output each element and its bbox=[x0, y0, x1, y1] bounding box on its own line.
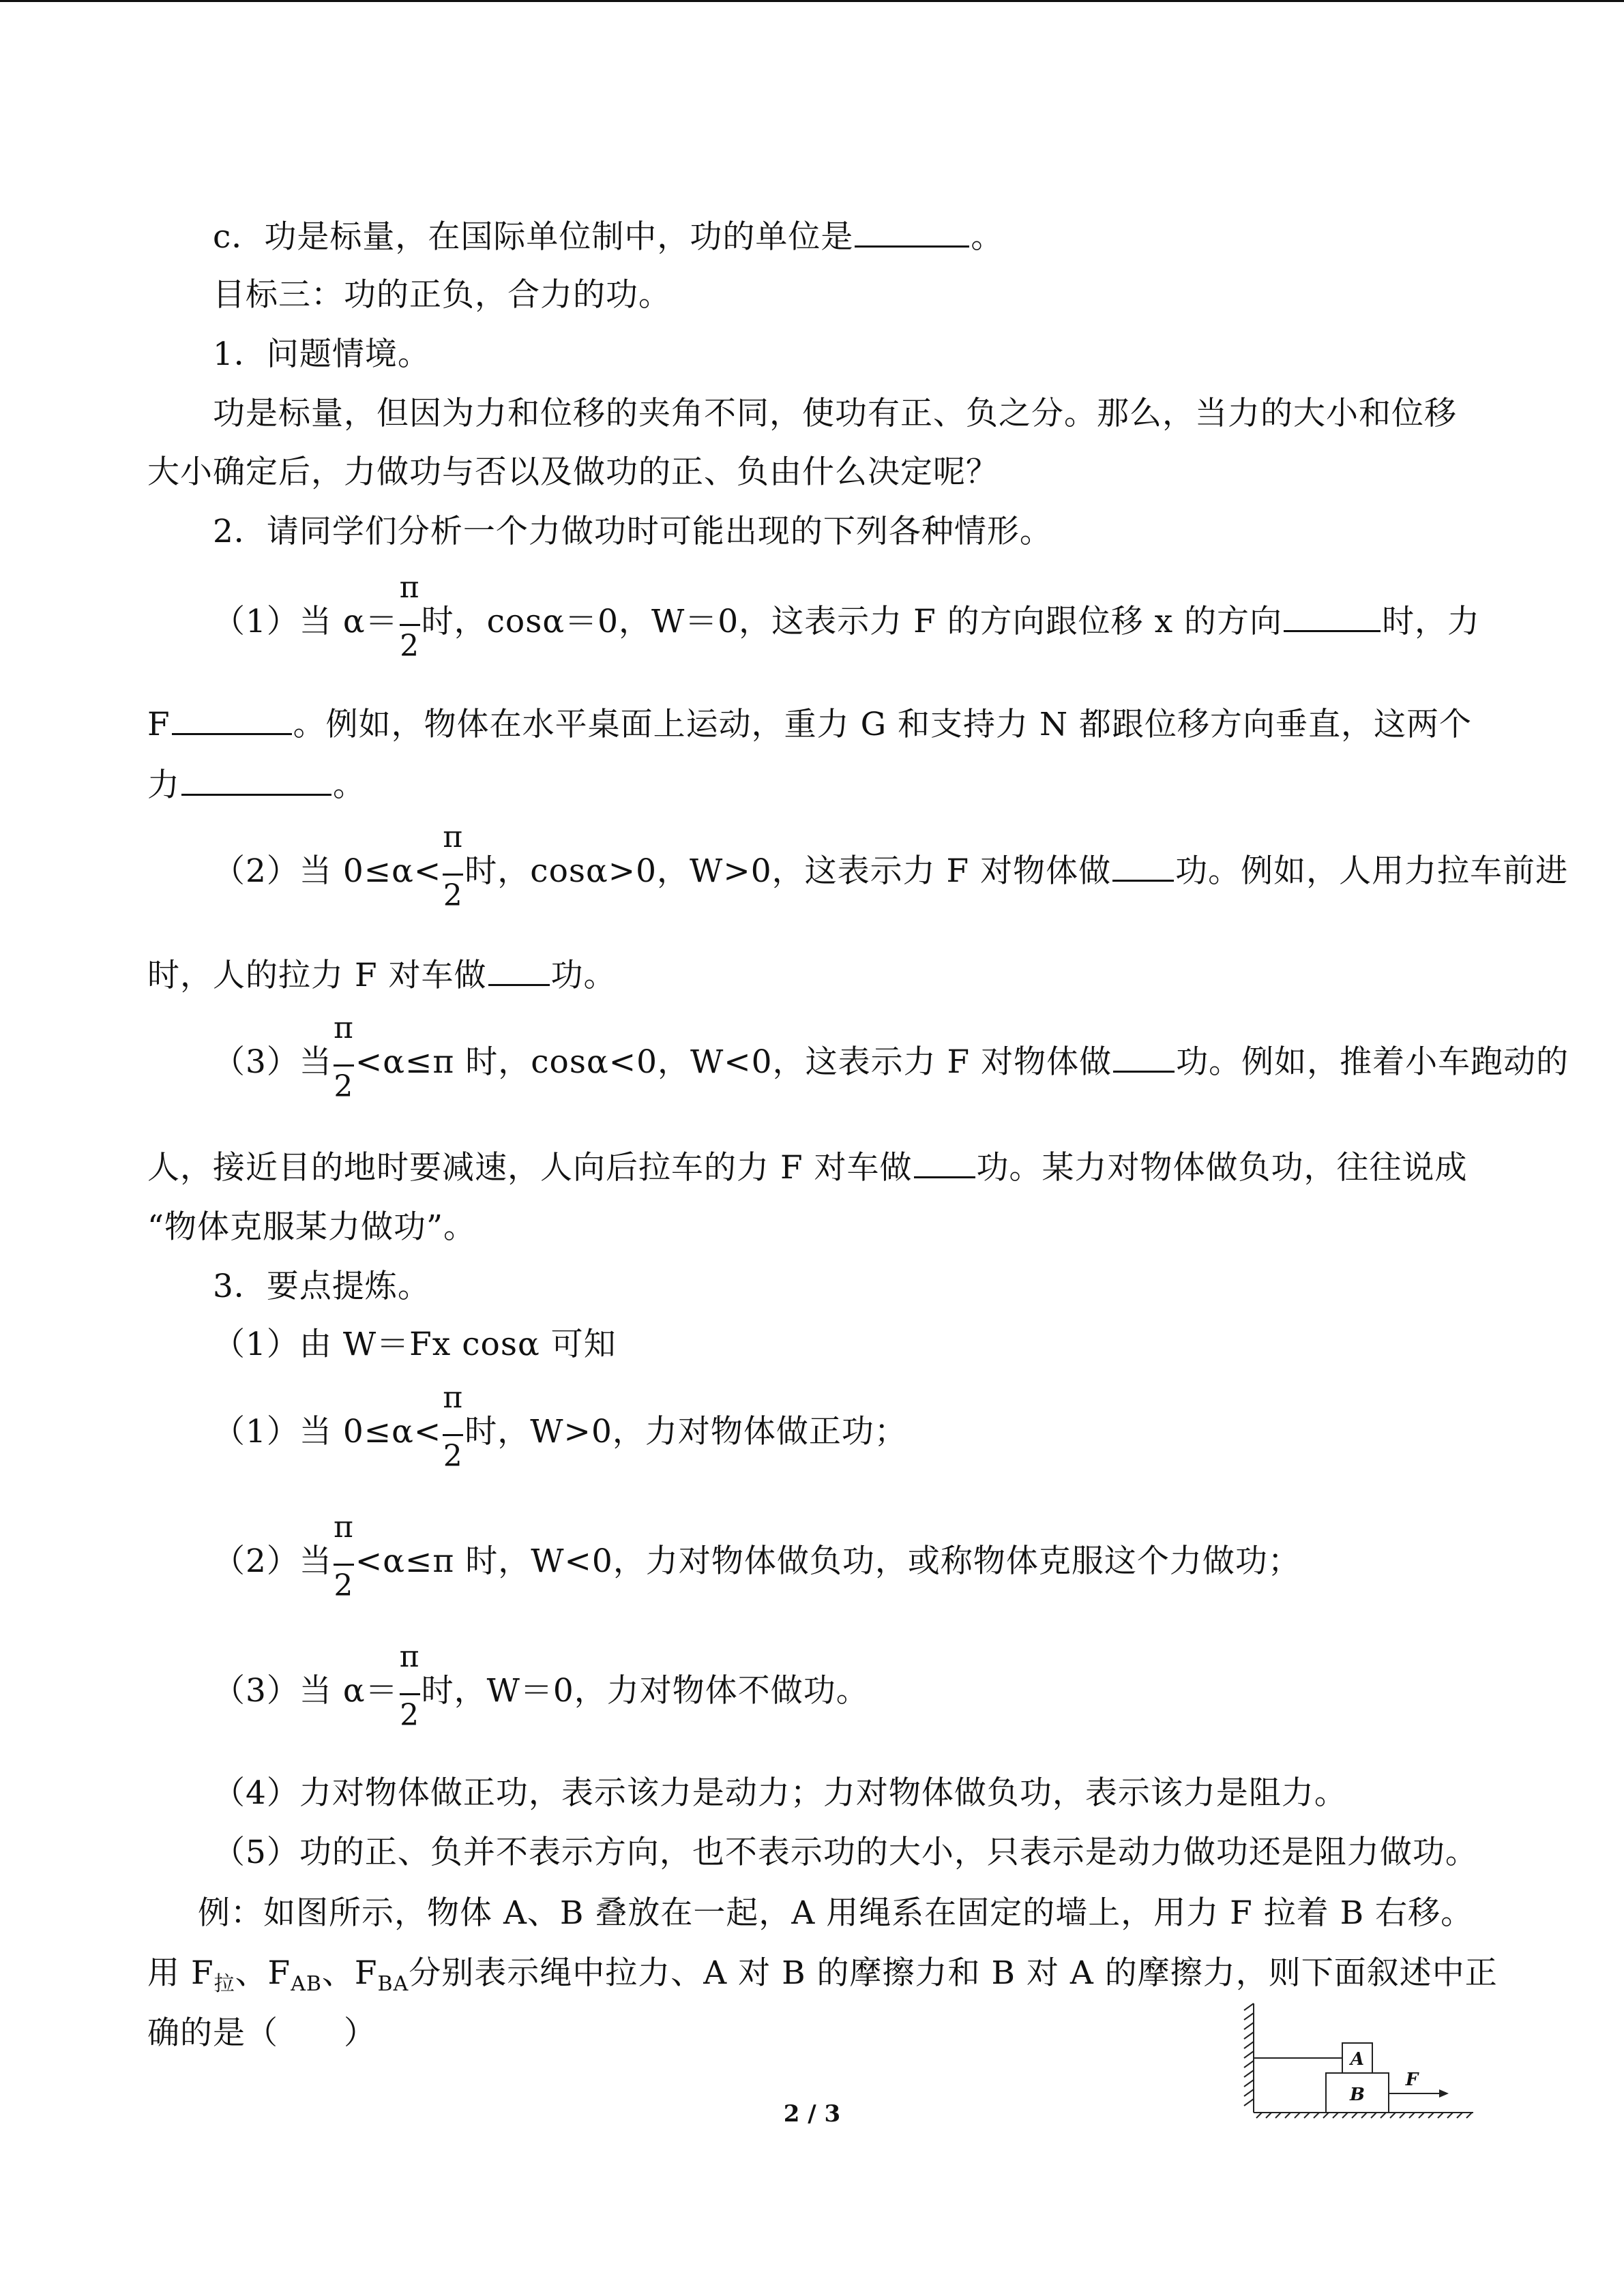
scenario-title: 1．问题情境。 bbox=[213, 336, 430, 373]
blank-negative bbox=[1113, 1043, 1175, 1073]
scenario-text-2: 大小确定后，力做功与否以及做功的正、负由什么决定呢？ bbox=[147, 453, 999, 491]
key-point-3: （3）当 α＝ $\frac{\pi}{2}$ 时，W＝0，力对物体不做功。 bbox=[213, 1639, 869, 1733]
fraction-pi-over-2: $\frac{\pi}{2}$ bbox=[333, 1510, 354, 1603]
blank-positive bbox=[1112, 852, 1174, 882]
fraction-pi-over-2: $\frac{\pi}{2}$ bbox=[333, 1011, 354, 1104]
analyze-title: 2．请同学们分析一个力做功时可能出现的下列各种情形。 bbox=[213, 513, 1052, 550]
goal-three-heading: 目标三：功的正负，合力的功。 bbox=[213, 276, 671, 314]
force-label: F bbox=[1405, 2070, 1419, 2090]
blank-perpendicular bbox=[1284, 603, 1381, 632]
key-points-title: 3．要点提炼。 bbox=[213, 1268, 430, 1305]
example-line-3: 确的是（ ） bbox=[147, 2014, 377, 2052]
case-3-line-1: （3）当 $\frac{\pi}{2}$ <α≤π 时，cosα<0，W<0，这表示力 F 对物体做 功。例如，推着小车跑动的 bbox=[213, 1011, 1569, 1104]
case-1-line-3: 力 。 bbox=[147, 766, 366, 804]
top-border bbox=[0, 0, 1624, 2]
scenario-text-1: 功是标量，但因为力和位移的夹角不同，使功有正、负之分。那么，当力的大小和位移 bbox=[213, 395, 1457, 432]
example-line-1: 例：如图所示，物体 A、B 叠放在一起，A 用绳系在固定的墙上，用力 F 拉着 B 右移。 bbox=[198, 1894, 1474, 1932]
key-point-5: （5）功的正、负并不表示方向，也不表示功的大小，只表示是动力做功还是阻力做功。 bbox=[213, 1834, 1478, 1871]
block-b-label: B bbox=[1350, 2085, 1365, 2105]
fraction-pi-over-2: $\frac{\pi}{2}$ bbox=[399, 570, 420, 664]
case-1-line-2: F 。例如，物体在水平桌面上运动，重力 G 和支持力 N 都跟位移方向垂直，这两个 bbox=[147, 706, 1473, 743]
blank-negative-2 bbox=[914, 1149, 975, 1178]
key-points-intro: （1）由 W＝Fx cosα 可知 bbox=[213, 1326, 617, 1363]
case-2-line-2: 时，人的拉力 F 对车做 功。 bbox=[147, 957, 617, 994]
block-a-label: A bbox=[1350, 2049, 1365, 2070]
case-2-line-1: （2）当 0≤α< $\frac{\pi}{2}$ 时，cosα>0，W>0，这表示力 F 对物体做 功。例如，人用力拉车前进 bbox=[213, 820, 1569, 913]
blank-no-work bbox=[172, 706, 292, 735]
example-line-2: 用 $F_拉$、$F_{AB}$、$F_{BA}$分别表示绳中拉力、A 对 B 的摩擦力和 B 对 A 的摩擦力，则下面叙述中正 bbox=[147, 1954, 1498, 1996]
fraction-pi-over-2: $\frac{\pi}{2}$ bbox=[443, 1380, 464, 1474]
case-3-line-3: “物体克服某力做功”。 bbox=[147, 1208, 477, 1246]
key-point-1: （1）当 0≤α< $\frac{\pi}{2}$ 时，W>0，力对物体做正功； bbox=[213, 1380, 907, 1474]
line-unit-of-work: c．功是标量，在国际单位制中，功的单位是 。 bbox=[213, 218, 1004, 256]
key-point-4: （4）力对物体做正功，表示该力是动力；力对物体做负功，表示该力是阻力。 bbox=[213, 1774, 1347, 1812]
fraction-pi-over-2: $\frac{\pi}{2}$ bbox=[399, 1639, 420, 1733]
wall bbox=[1244, 2003, 1254, 2113]
page-number: 2 / 3 bbox=[783, 2100, 841, 2128]
blank-two-forces bbox=[181, 766, 331, 796]
fraction-pi-over-2: $\frac{\pi}{2}$ bbox=[443, 820, 464, 913]
blank-positive-2 bbox=[488, 957, 550, 986]
blank-unit bbox=[855, 218, 969, 248]
force-arrow-head bbox=[1439, 2089, 1449, 2098]
case-3-line-2: 人，接近目的地时要减速，人向后拉车的力 F 对车做 功。某力对物体做负功，往往说成 bbox=[147, 1149, 1468, 1187]
case-1-line-1: （1）当 α＝ $\frac{\pi}{2}$ 时，cosα＝0，W＝0，这表示力 F 的方向跟位移 x 的方向 时，力 bbox=[213, 570, 1481, 664]
key-point-2: （2）当 $\frac{\pi}{2}$ <α≤π 时，W<0，力对物体做负功，或称物体克服这个力做功； bbox=[213, 1510, 1301, 1603]
